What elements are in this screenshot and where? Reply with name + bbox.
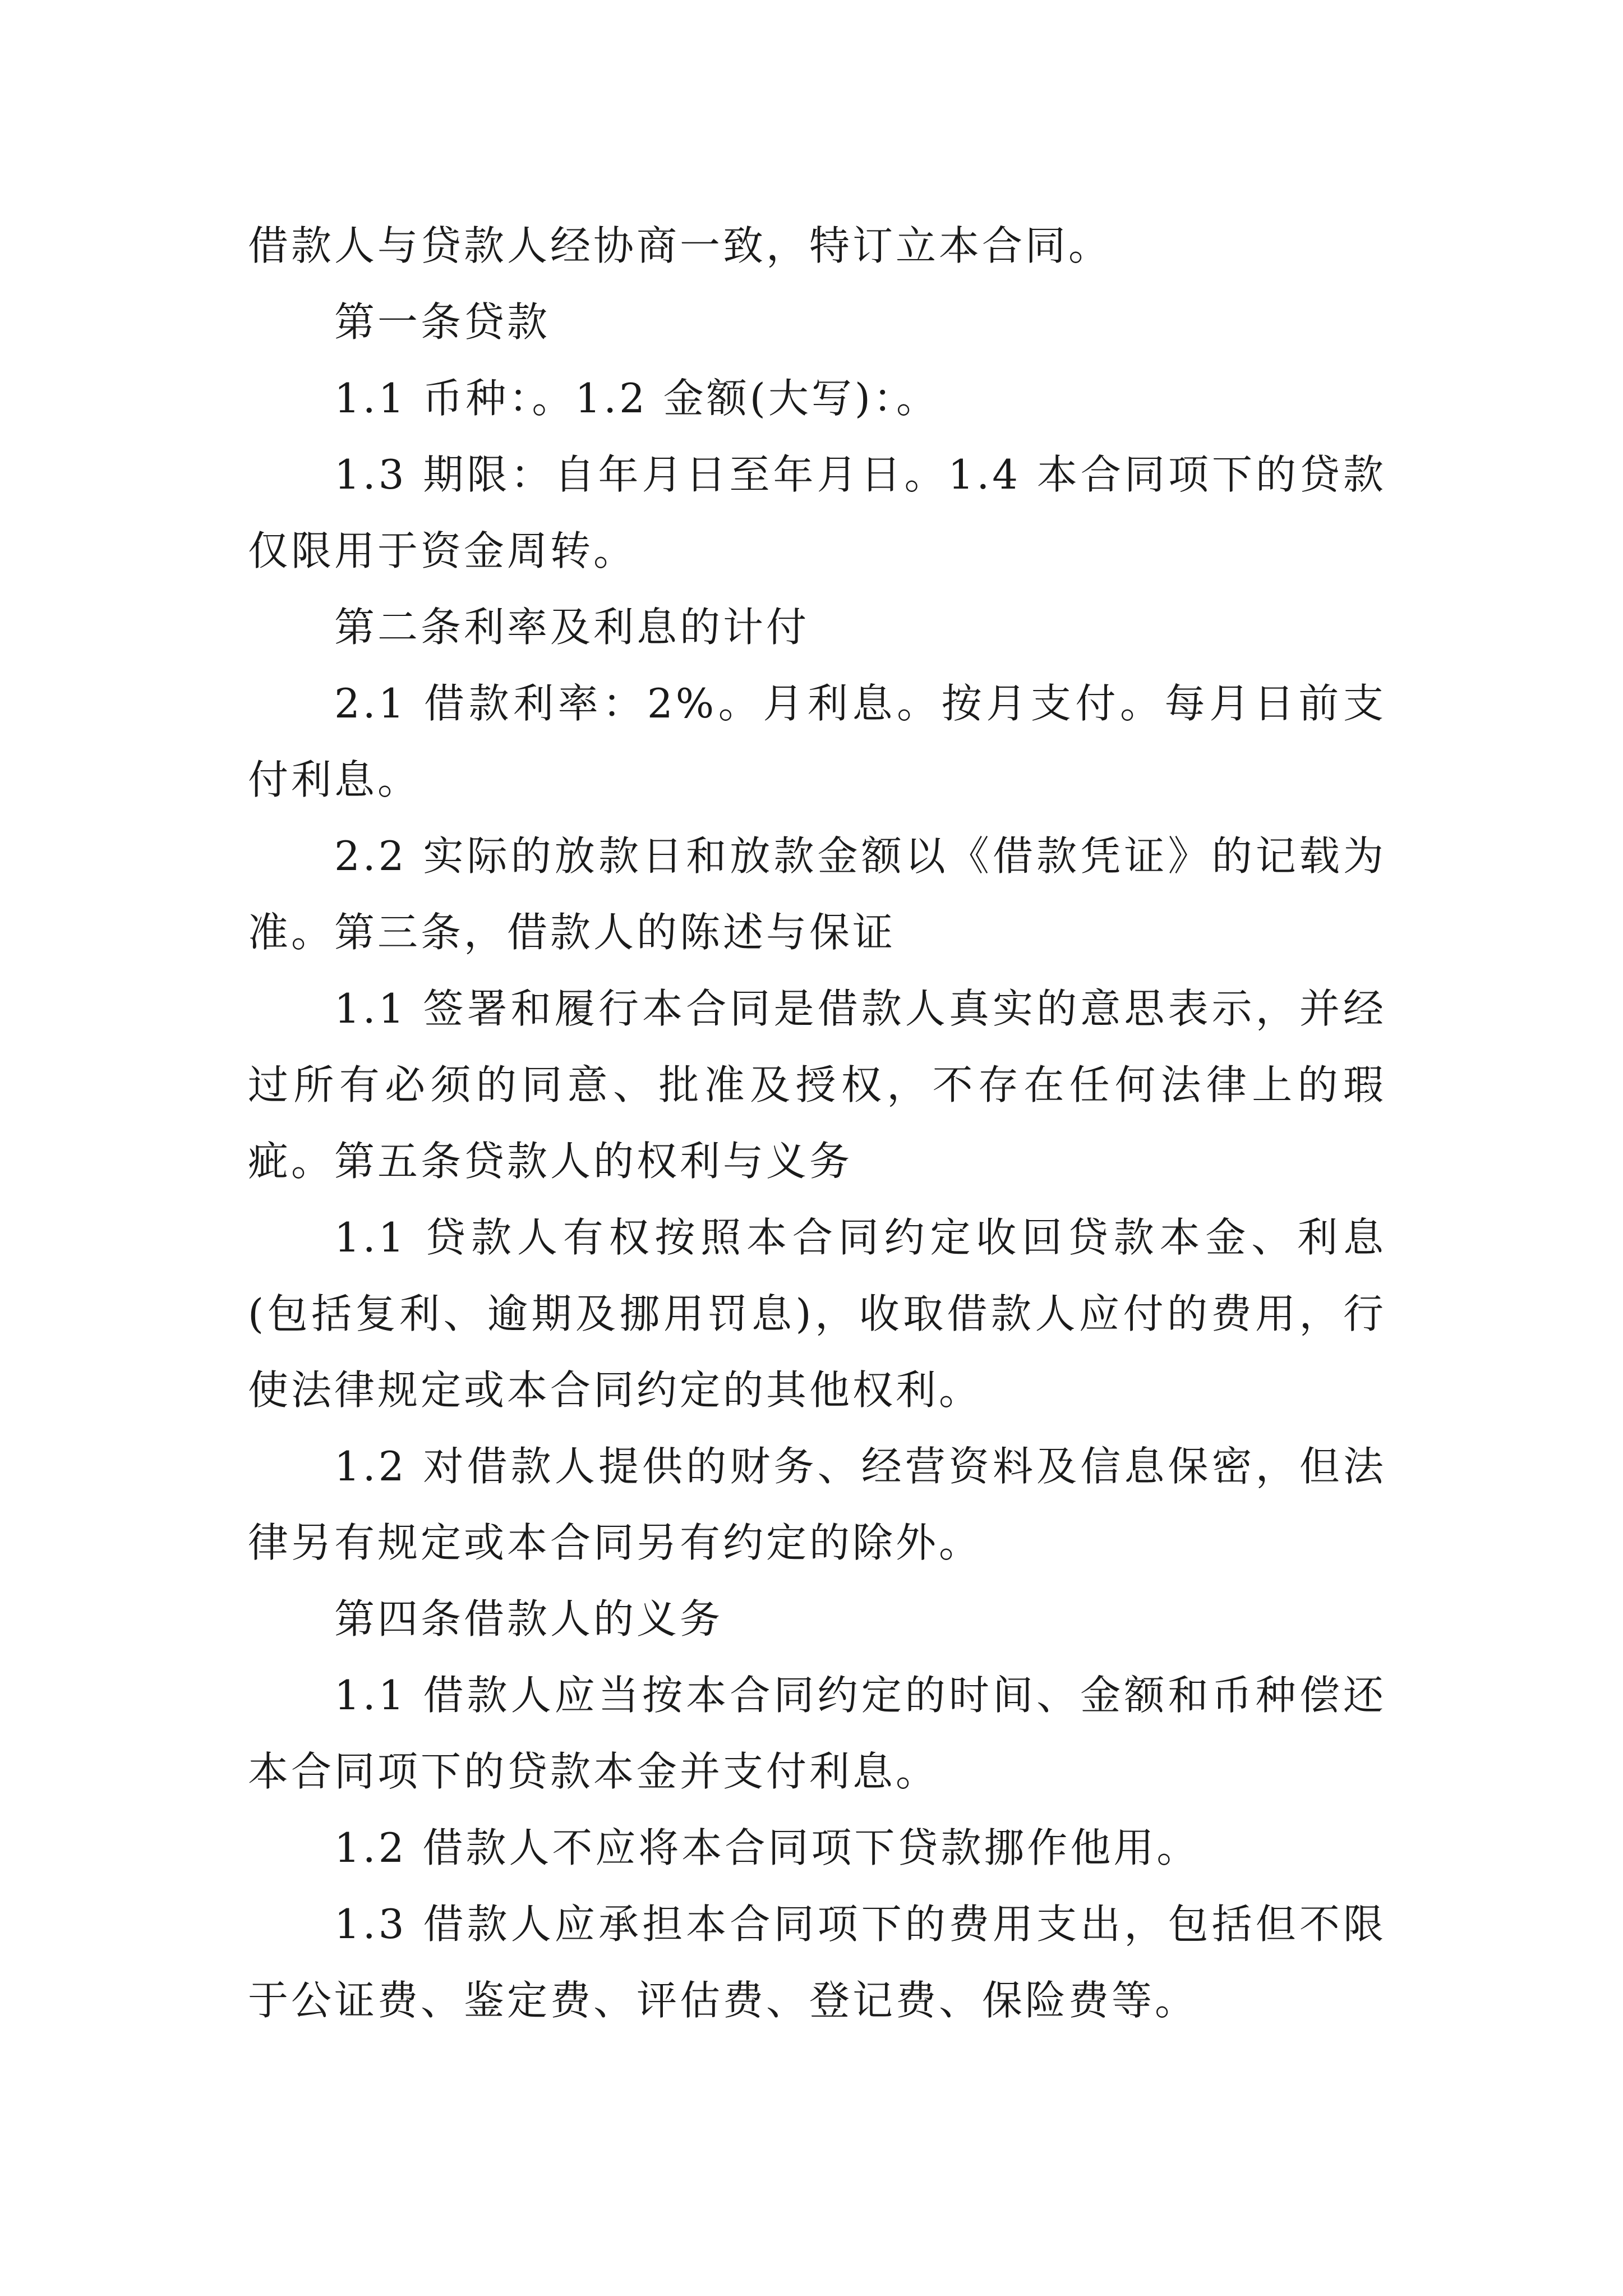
clause-disbursement: 2.2 实际的放款日和放款金额以《借款凭证》的记载为准。第三条，借款人的陈述与保证 bbox=[248, 832, 1386, 956]
clause-interest-rate: 2.1 借款利率：2%。月利息。按月支付。每月日前支付利息。 bbox=[248, 680, 1386, 803]
clause-borrower-representation: 1.1 签署和履行本合同是借款人真实的意思表示，并经过所有必须的同意、批准及授权，不存在任何法律上的瑕疵。第五条贷款人的权利与义务 bbox=[248, 985, 1386, 1185]
clause-lender-rights: 1.1 贷款人有权按照本合同约定收回贷款本金、利息(包括复利、逾期及挪用罚息)，收取借款人应付的费用，行使法律规定或本合同约定的其他权利。 bbox=[248, 1214, 1386, 1414]
clause-repayment: 1.1 借款人应当按本合同约定的时间、金额和币种偿还本合同项下的贷款本金并支付利息。 bbox=[248, 1672, 1386, 1795]
clause-currency-amount: 1.1 币种：。1.2 金额(大写)：。 bbox=[334, 375, 939, 422]
clause-no-misuse: 1.2 借款人不应将本合同项下贷款挪作他用。 bbox=[334, 1824, 1200, 1871]
clause-term-purpose: 1.3 期限：自年月日至年月日。1.4 本合同项下的贷款仅限用于资金周转。 bbox=[248, 451, 1386, 574]
clause-fees: 1.3 借款人应承担本合同项下的费用支出，包括但不限于公证费、鉴定费、评估费、登记费、保险费等。 bbox=[248, 1901, 1386, 2024]
intro-paragraph: 借款人与贷款人经协商一致，特订立本合同。 bbox=[248, 222, 1112, 269]
article-1-heading: 第一条贷款 bbox=[334, 298, 551, 346]
clause-confidentiality: 1.2 对借款人提供的财务、经营资料及信息保密，但法律另有规定或本合同另有约定的除外。 bbox=[248, 1443, 1386, 1566]
article-4-heading: 第四条借款人的义务 bbox=[334, 1595, 723, 1642]
article-2-heading: 第二条利率及利息的计付 bbox=[334, 604, 810, 651]
contract-body bbox=[248, 208, 1386, 2039]
